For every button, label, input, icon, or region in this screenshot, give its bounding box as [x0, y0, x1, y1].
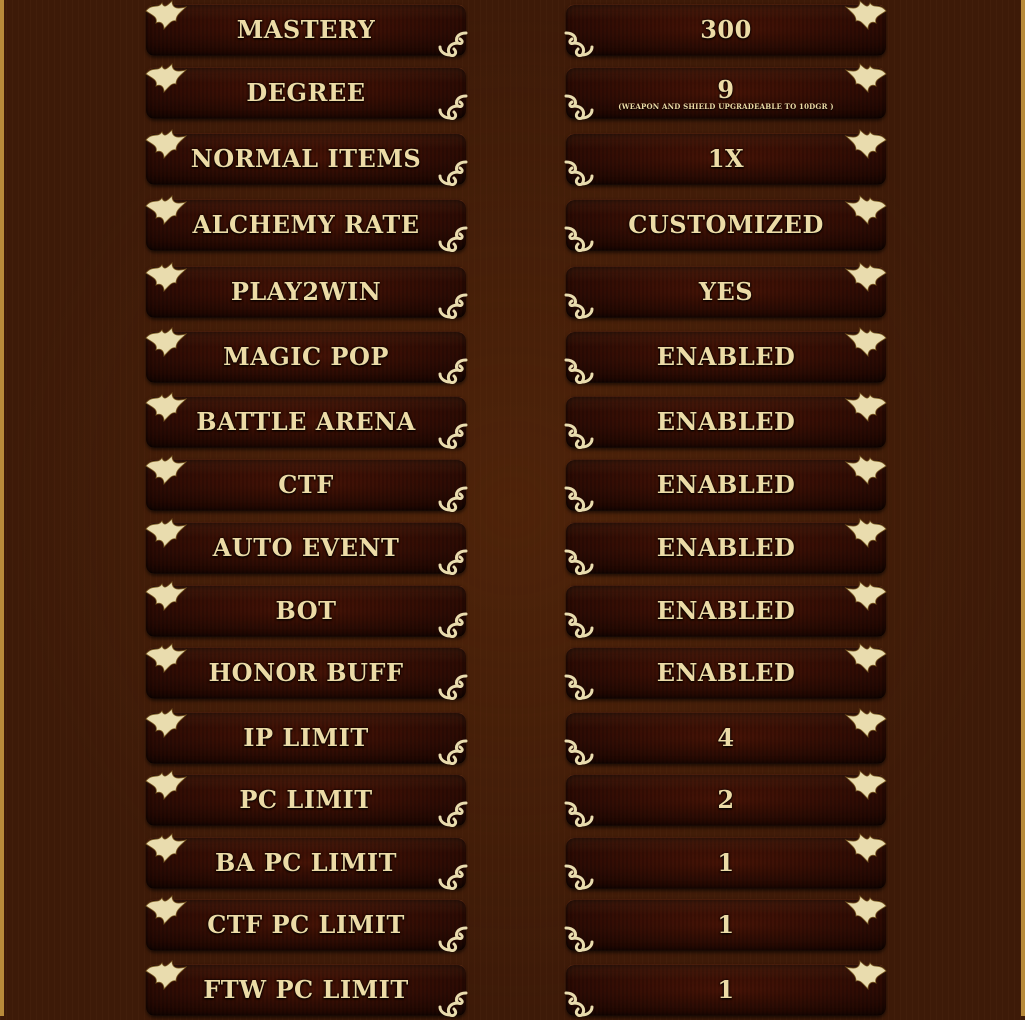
label-plate — [146, 522, 466, 574]
row-value: 1X — [707, 144, 745, 173]
row-label: BOT — [275, 596, 337, 625]
row-label: NORMAL ITEMS — [190, 144, 422, 173]
value-plate — [566, 647, 886, 699]
value-plate — [566, 522, 886, 574]
info-row-ba-pc-limit — [0, 837, 1025, 893]
value-plate — [566, 899, 886, 951]
label-plate — [146, 133, 466, 185]
row-label: AUTO EVENT — [212, 533, 400, 562]
label-plate — [146, 4, 466, 56]
row-value: 1 — [717, 910, 735, 939]
row-value: 300 — [700, 15, 752, 44]
row-value: ENABLED — [656, 470, 796, 499]
value-plate — [566, 331, 886, 383]
row-value-note: (WEAPON AND SHIELD UPGRADEABLE TO 10DGR ) — [618, 102, 834, 111]
value-plate — [566, 837, 886, 889]
label-plate — [146, 459, 466, 511]
info-row-bot — [0, 585, 1025, 641]
row-value: ENABLED — [656, 533, 796, 562]
row-value: 4 — [717, 723, 735, 752]
value-plate — [566, 964, 886, 1016]
value-plate — [566, 585, 886, 637]
row-label: FTW PC LIMIT — [203, 975, 409, 1004]
label-plate — [146, 712, 466, 764]
info-row-mastery — [0, 4, 1025, 60]
info-row-ip-limit — [0, 712, 1025, 768]
info-row-ftw-pc-limit — [0, 964, 1025, 1020]
row-label: BA PC LIMIT — [214, 848, 398, 877]
value-plate — [566, 774, 886, 826]
info-row-alchemy-rate — [0, 199, 1025, 255]
info-row-ctf — [0, 459, 1025, 515]
value-plate — [566, 712, 886, 764]
value-plate — [566, 4, 886, 56]
info-row-magic-pop — [0, 331, 1025, 387]
row-value: YES — [698, 277, 754, 306]
info-row-honor-buff — [0, 647, 1025, 703]
row-value: CUSTOMIZED — [628, 210, 824, 239]
row-value: ENABLED — [656, 596, 796, 625]
label-plate — [146, 647, 466, 699]
row-value: 9 — [717, 75, 735, 104]
row-label: PC LIMIT — [239, 785, 373, 814]
label-plate — [146, 67, 466, 119]
info-row-degree — [0, 67, 1025, 123]
row-label: HONOR BUFF — [208, 658, 404, 687]
info-row-pc-limit — [0, 774, 1025, 830]
info-row-auto-event — [0, 522, 1025, 578]
value-plate — [566, 266, 886, 318]
value-plate — [566, 133, 886, 185]
info-row-normal-items — [0, 133, 1025, 189]
label-plate — [146, 331, 466, 383]
label-plate — [146, 774, 466, 826]
label-plate — [146, 837, 466, 889]
row-label: DEGREE — [246, 78, 366, 107]
row-label: BATTLE ARENA — [196, 407, 416, 436]
label-plate — [146, 266, 466, 318]
row-value: 2 — [717, 785, 735, 814]
label-plate — [146, 199, 466, 251]
row-label: MAGIC POP — [223, 342, 389, 371]
label-plate — [146, 396, 466, 448]
info-row-battle-arena — [0, 396, 1025, 452]
row-label: ALCHEMY RATE — [192, 210, 420, 239]
row-value: ENABLED — [656, 407, 796, 436]
row-value: 1 — [717, 975, 735, 1004]
label-plate — [146, 899, 466, 951]
row-value: 1 — [717, 848, 735, 877]
row-label: MASTERY — [236, 15, 376, 44]
row-label: PLAY2WIN — [230, 277, 382, 306]
value-plate — [566, 396, 886, 448]
value-plate — [566, 199, 886, 251]
info-row-ctf-pc-limit — [0, 899, 1025, 955]
value-plate — [566, 67, 886, 119]
label-plate — [146, 585, 466, 637]
row-value: ENABLED — [656, 342, 796, 371]
info-row-play2win — [0, 266, 1025, 322]
row-label: CTF PC LIMIT — [207, 910, 405, 939]
value-plate — [566, 459, 886, 511]
label-plate — [146, 964, 466, 1016]
row-label: IP LIMIT — [243, 723, 369, 752]
row-label: CTF — [278, 470, 334, 499]
row-value: ENABLED — [656, 658, 796, 687]
